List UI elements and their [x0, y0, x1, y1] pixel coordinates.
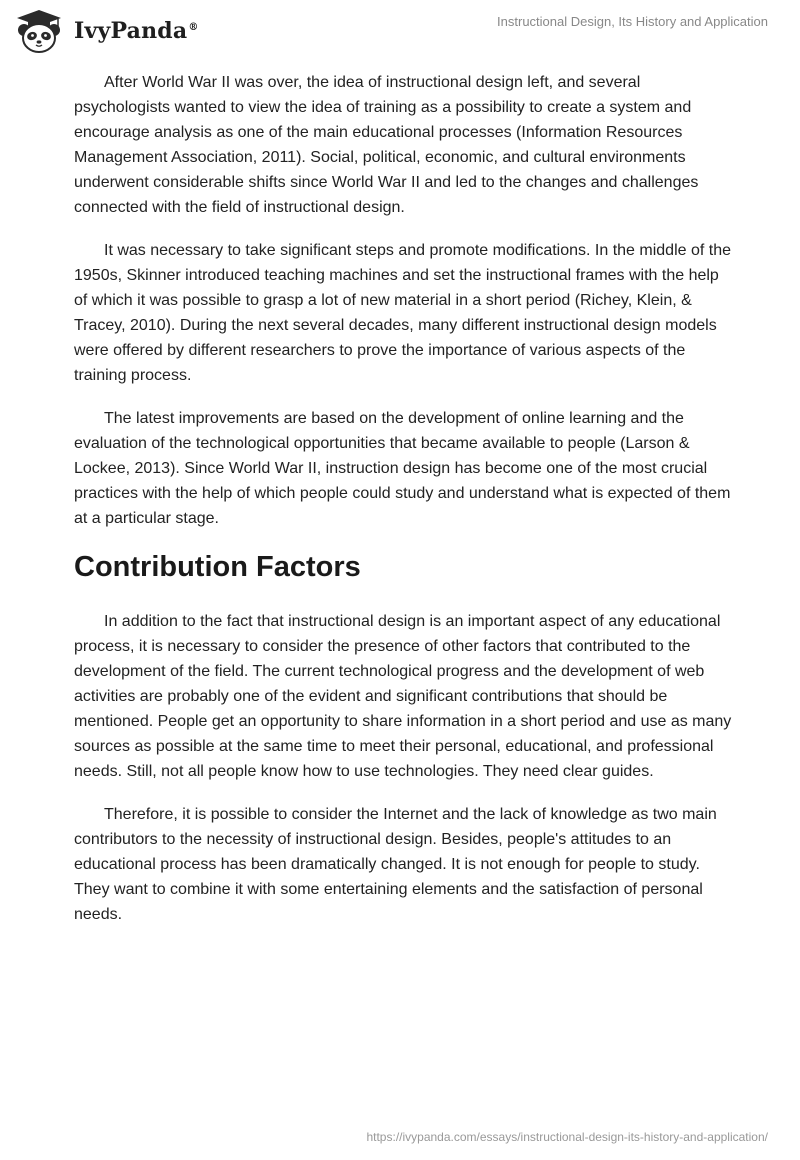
page-header: [0, 0, 800, 60]
document-title: Instructional Design, Its History and Application: [497, 14, 768, 29]
brand-name: IvyPanda®: [74, 18, 199, 44]
section-heading: Contribution Factors: [74, 551, 361, 583]
paragraph: The latest improvements are based on the development of online learning and the evaluation of the technological opportunities that became available to people (Larson & Lockee, 2013). Since World War II, instruction design has become one of the most crucial practices with the help of which people could study and understand what is expected of them at a particular stage.: [74, 410, 731, 527]
paragraph: It was necessary to take significant steps and promote modifications. In the middle of the 1950s, Skinner introduced teaching machines and set the instructional frames with the help of which it was possible to grasp a lot of new material in a short period (Richey, Klein, & Tracey, 2010). During the next several decades, many different instructional design models were offered by different researchers to prove the importance of various aspects of the training process.: [74, 242, 731, 384]
essay-content: [74, 70, 734, 945]
paragraph: After World War II was over, the idea of instructional design left, and several psychologists wanted to view the idea of training as a possibility to create a system and encourage analysis as one of the main educational processes (Information Resources Management Association, 2011). Social, political, economic, and cultural environments underwent considerable shifts since World War II and led to the changes and challenges connected with the field of instructional design.: [74, 74, 699, 216]
ivypanda-logo[interactable]: [14, 8, 199, 54]
paragraph: In addition to the fact that instructional design is an important aspect of any educational process, it is necessary to consider the presence of other factors that contributed to the development of the field. The current technological progress and the development of web activities are probably one of the evident and significant contributions that should be mentioned. People get an opportunity to share information in a short period and use as many sources as possible at the same time to meet their personal, educational, and professional needs. Still, not all people know how to use technologies. They need clear guides.: [74, 613, 732, 780]
registered-mark: ®: [188, 21, 199, 33]
panda-graduation-cap-icon: [14, 8, 64, 54]
paragraph: Therefore, it is possible to consider the Internet and the lack of knowledge as two main contributors to the necessity of instructional design. Besides, people's attitudes to an educational process has been dramatically changed. It is not enough for people to study. They want to combine it with some entertaining elements and the satisfaction of personal needs.: [74, 806, 717, 923]
source-url[interactable]: https://ivypanda.com/essays/instructional-design-its-history-and-application/: [366, 1130, 768, 1144]
